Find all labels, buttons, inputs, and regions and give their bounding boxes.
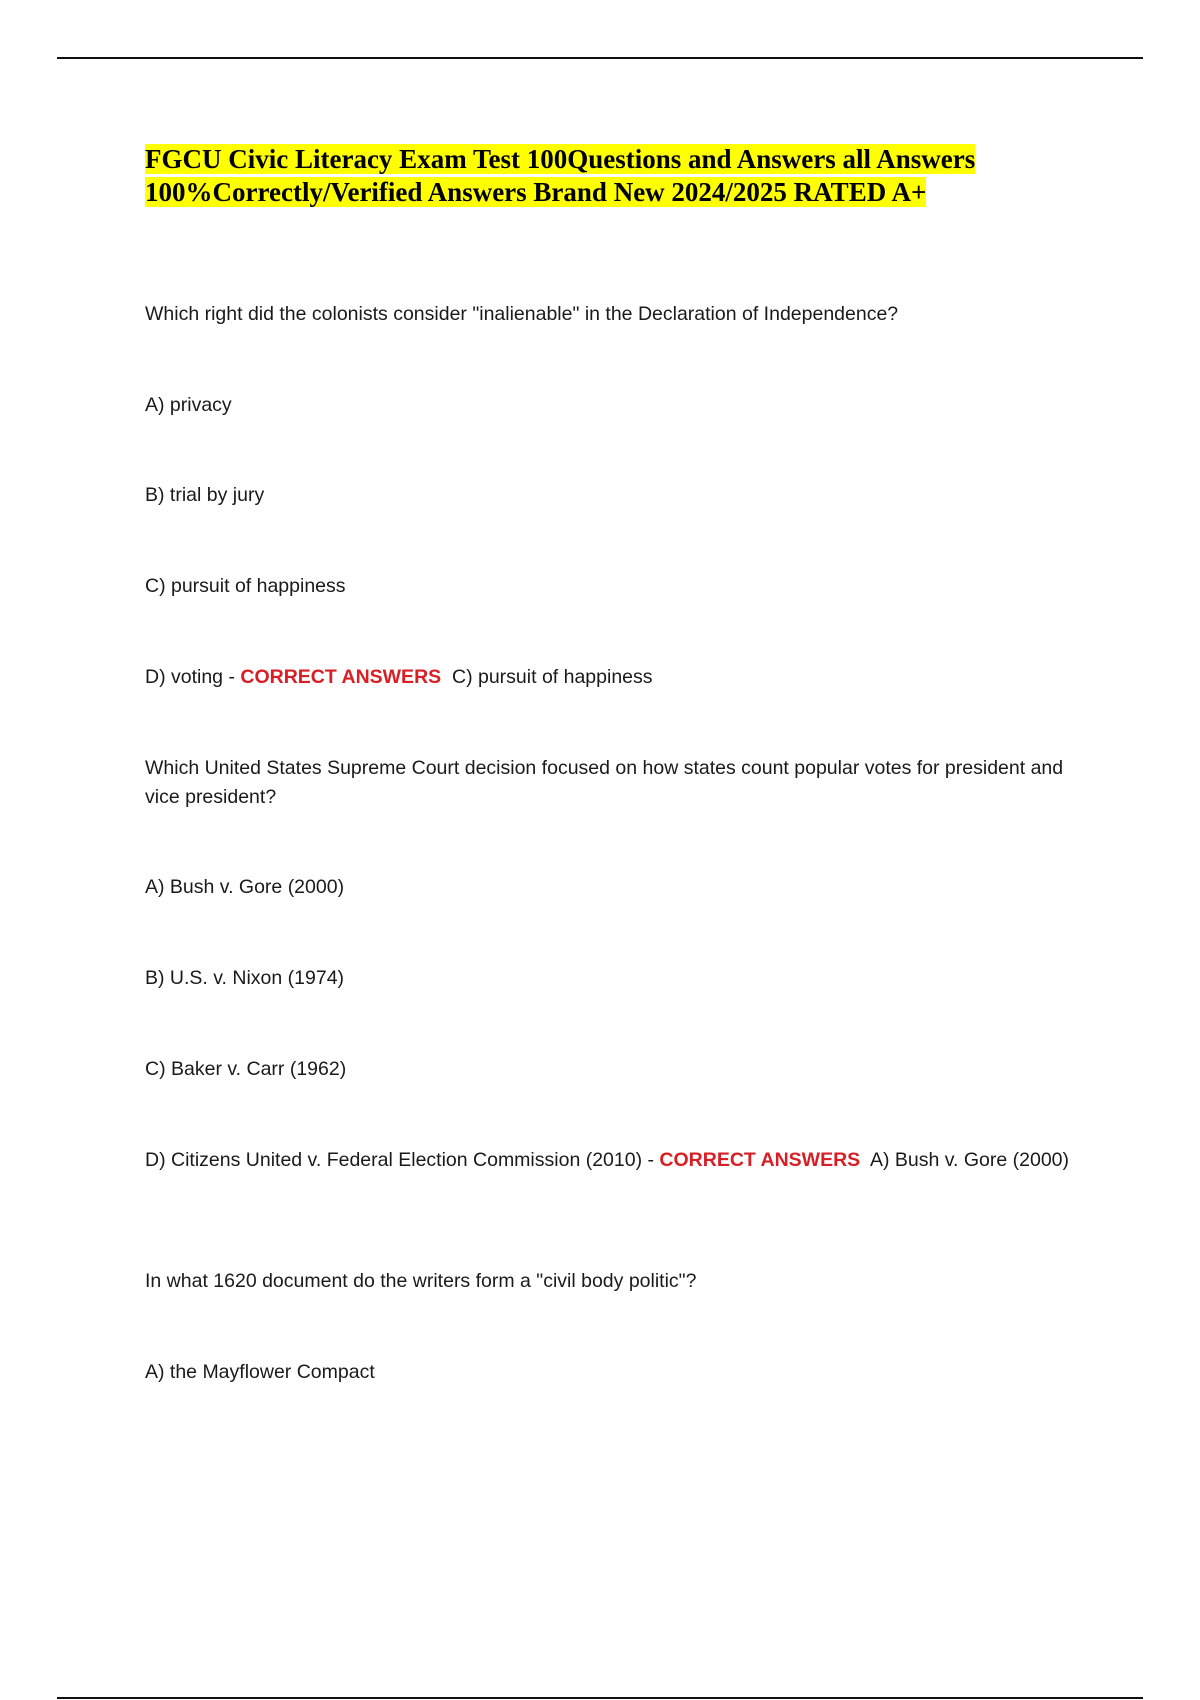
- question-2-text: Which United States Supreme Court decision focused on how states count popular votes for president and vice president?: [145, 757, 1064, 808]
- question-1-option-a: A) privacy: [145, 394, 232, 416]
- document-title: [145, 143, 1045, 209]
- question-3-text: In what 1620 document do the writers form a "civil body politic"?: [145, 1270, 697, 1292]
- question-2-answer: A) Bush v. Gore (2000): [869, 1149, 1070, 1171]
- question-1-text: Which right did the colonists consider "inalienable" in the Declaration of Independence?: [145, 303, 899, 325]
- correct-answers-label: CORRECT ANSWERS: [659, 1149, 861, 1171]
- question-1-option-d-text: D) voting -: [145, 666, 235, 688]
- title-highlight: FGCU Civic Literacy Exam Test 100Questions and Answers all Answers 100%Correctly/Verified Answers Brand New 2024/2025 RATED A+: [145, 144, 976, 207]
- question-2-option-c: C) Baker v. Carr (1962): [145, 1058, 347, 1080]
- question-1-option-c: C) pursuit of happiness: [145, 575, 346, 597]
- question-3-option-a: A) the Mayflower Compact: [145, 1361, 375, 1383]
- top-rule: [57, 57, 1143, 59]
- question-1-option-d: [145, 663, 1090, 692]
- question-2-option-b: B) U.S. v. Nixon (1974): [145, 967, 345, 989]
- bottom-rule: [57, 1697, 1143, 1699]
- question-1-answer: C) pursuit of happiness: [452, 666, 653, 688]
- question-2-option-a: A) Bush v. Gore (2000): [145, 876, 345, 898]
- question-1-option-b: B) trial by jury: [145, 484, 265, 506]
- question-2-option-d-text: D) Citizens United v. Federal Election Commission (2010) -: [145, 1149, 654, 1171]
- correct-answers-label: CORRECT ANSWERS: [240, 666, 442, 688]
- question-2-option-d: [145, 1146, 1090, 1175]
